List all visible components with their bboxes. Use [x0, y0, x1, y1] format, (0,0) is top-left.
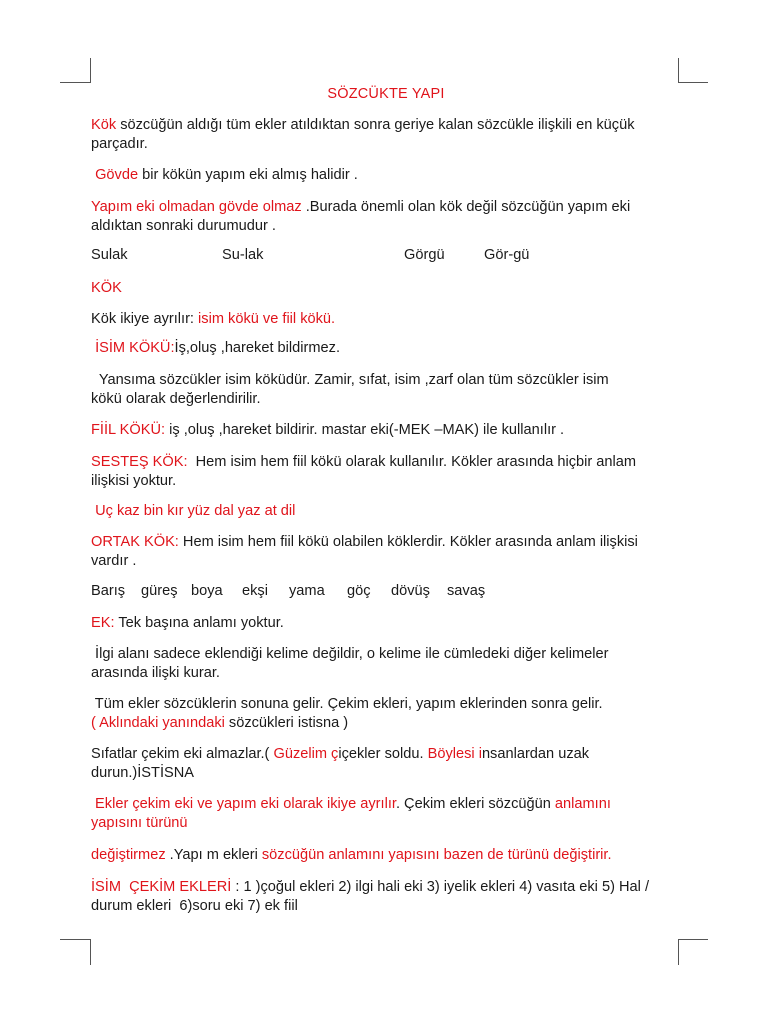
crop-mark-tl-v	[90, 58, 91, 83]
example-word: güreş	[141, 583, 178, 599]
paragraph-kok: Kök sözcüğün aldığı tüm ekler atıldıktan sonra geriye kalan sözcükle ilişkili en küçük parçadır.	[91, 117, 635, 152]
paragraph-sestes-examples: Uç kaz bin kır yüz dal yaz at dil	[95, 503, 296, 519]
paragraph-ekler-cekim: Ekler çekim eki ve yapım eki olarak ikiye ayrılır. Çekim ekleri sözcüğün anlamını yapısını türünü	[91, 796, 611, 831]
example-word: boya	[191, 583, 223, 599]
crop-mark-bl-h	[60, 939, 90, 940]
example-word: savaş	[447, 583, 486, 599]
example-word: göç	[347, 583, 371, 599]
crop-mark-br-h	[678, 939, 708, 940]
paragraph-ortak-kok: ORTAK KÖK: Hem isim hem fiil kökü olabilen köklerdir. Kökler arasında anlam ilişkisi vardır .	[91, 534, 638, 569]
paragraph-govde: Gövde bir kökün yapım eki almış halidir .	[95, 167, 358, 183]
examples-row-1	[91, 247, 681, 267]
example-word: Sulak	[91, 247, 128, 263]
paragraph-yansima: Yansıma sözcükler isim köküdür. Zamir, sıfat, isim ,zarf olan tüm sözcükler isim kökü olarak değerlendirilir.	[91, 372, 609, 407]
paragraph-degistirmez: değiştirmez .Yapı m ekleri sözcüğün anlamını yapısını bazen de türünü değiştirir.	[91, 847, 612, 863]
paragraph-fiil-koku: FİİL KÖKÜ: iş ,oluş ,hareket bildirir. mastar eki(-MEK –MAK) ile kullanılır .	[91, 422, 565, 438]
paragraph-kok-ikiye: Kök ikiye ayrılır: isim kökü ve fiil kökü.	[91, 311, 336, 327]
paragraph-isim-cekim-ekleri: İSİM ÇEKİM EKLERİ : 1 )çoğul ekleri 2) ilgi hali eki 3) iyelik ekleri 4) vasıta eki 5) Hal / durum ekleri 6)soru eki 7) ek fiil	[91, 879, 649, 914]
example-word: Su-lak	[222, 247, 264, 263]
page-title: SÖZCÜKTE YAPI	[327, 86, 445, 102]
crop-mark-br-v	[678, 939, 679, 965]
paragraph-isim-koku: İSİM KÖKÜ:İş,oluş ,hareket bildirmez.	[95, 340, 340, 356]
example-word: Görgü	[404, 247, 445, 263]
heading-kok: KÖK	[91, 280, 122, 296]
paragraph-ilgi-alani: İlgi alanı sadece eklendiği kelime değildir, o kelime ile cümledeki diğer kelimeler arasında ilişki kurar.	[91, 646, 609, 681]
examples-row-2	[91, 583, 681, 603]
paragraph-yapim-eki: Yapım eki olmadan gövde olmaz .Burada önemli olan kök değil sözcüğün yapım eki aldıktan sonraki durumudur .	[91, 199, 631, 234]
crop-mark-bl-v	[90, 939, 91, 965]
crop-mark-tr-v	[678, 58, 679, 83]
paragraph-ek: EK: Tek başına anlamı yoktur.	[91, 615, 284, 631]
paragraph-tum-ekler: Tüm ekler sözcüklerin sonuna gelir. Çekim ekleri, yapım eklerinden sonra gelir. ( Aklındaki yanındaki sözcükleri istisna )	[91, 696, 603, 731]
crop-mark-tl-h	[60, 82, 90, 83]
paragraph-sifatlar: Sıfatlar çekim eki almazlar.( Güzelim çiçekler soldu. Böylesi insanlardan uzak durun.)İSTİSNA	[91, 746, 590, 781]
example-word: dövüş	[391, 583, 430, 599]
paragraph-sestes-kok: SESTEŞ KÖK: Hem isim hem fiil kökü olarak kullanılır. Kökler arasında hiçbir anlam ilişkisi yoktur.	[91, 454, 637, 489]
crop-mark-tr-h	[678, 82, 708, 83]
example-word: yama	[289, 583, 325, 599]
example-word: ekşi	[242, 583, 268, 599]
example-word: Gör-gü	[484, 247, 530, 263]
example-word: Barış	[91, 583, 126, 599]
